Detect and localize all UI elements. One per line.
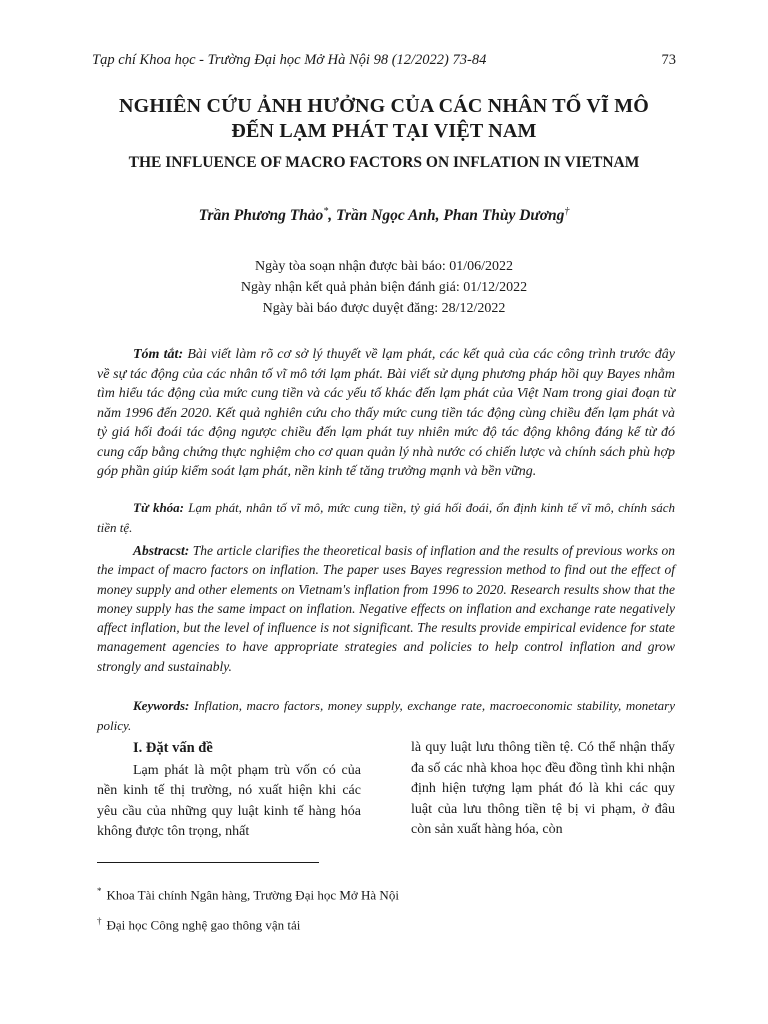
date-received: Ngày tòa soạn nhận được bài báo: 01/06/2022 — [255, 259, 513, 274]
keywords-vi-label: Từ khóa: — [133, 500, 185, 515]
abstract-vi-text: Bài viết làm rõ cơ sở lý thuyết về lạm phát, các kết quả của các công trình trước đây về sự tác động của các nhân tố vĩ mô tới lạm phát. Bài viết sử dụng phương pháp hồi quy Bayes nhằm tìm hiểu tác động của mức cung tiền và các yếu tố khác đến lạm phát của Việt Nam trong giai đoạn từ năm 1996 đến 2020. Kết quả nghiên cứu cho thấy mức cung tiền tác động cùng chiều đến lạm phát và tỷ giá hối đoái tác động ngược chiều đến lạm phát tuy nhiên mức độ tác động không đáng kể từ đó cung cấp bằng chứng thực nghiệm cho cơ quan quản lý nhà nước có chiến lược và chính sách phù hợp góp phần giúp kiểm soát lạm phát, nền kinh tế tăng trưởng mạnh và bền vững. — [97, 347, 676, 479]
keywords-english — [97, 696, 675, 735]
footnote-2 — [97, 908, 675, 938]
keywords-vietnamese — [97, 498, 675, 537]
body-column-left — [97, 738, 361, 843]
author-2: Trần Ngọc Anh — [336, 207, 436, 225]
footnote-1-text: Khoa Tài chính Ngân hàng, Trường Đại học Mở Hà Nội — [106, 887, 399, 903]
date-reviewed: Ngày nhận kết quả phản biện đánh giá: 01/12/2022 — [240, 280, 528, 295]
abstract-english — [97, 541, 675, 676]
keywords-vi-text: Lạm phát, nhân tố vĩ mô, mức cung tiền, tỷ giá hối đoái, ổn định kinh tế vĩ mô, chính sách tiền tệ. — [97, 500, 675, 535]
date-accepted: Ngày bài báo được duyệt đăng: 28/12/2022 — [262, 301, 506, 316]
section-heading: I. Đặt vấn đề — [133, 740, 213, 756]
body-paragraph: Lạm phát là một phạm trù vốn có của nền kinh tế thị trường, nó xuất hiện khi các yêu cầu của những quy luật kinh tế hàng hóa không được tôn trọng, nhất — [97, 762, 361, 839]
abstract-en-text: The article clarifies the theoretical basis of inflation and the results of previous works on the impact of macro factors on inflation. The paper uses Bayes regression method to find out the effect of money supply and other elements on Vietnam's inflation from 1996 to 2020. Research results show that the money supply has the same impact on inflation. Negative effects on inflation and exchange rate negatively affect inflation, but the level of influence is not significant. The results provide empirical evidence for state management agencies to have appropriate strategies and policies to help control inflation and grow strongly and sustainably. — [97, 543, 675, 674]
title-vi-line-2: ĐẾN LẠM PHÁT TẠI VIỆT NAM — [231, 120, 537, 142]
author-3: Phan Thùy Dương — [443, 207, 565, 225]
journal-citation: Tạp chí Khoa học - Trường Đại học Mở Hà Nội 98 (12/2022) 73-84 — [92, 52, 487, 68]
abstract-en-label: Abstracst: — [133, 543, 190, 558]
abstract-vi-label: Tóm tắt: — [133, 347, 184, 362]
author-separator: , — [435, 207, 444, 225]
author-separator: , — [328, 207, 337, 225]
footnote-divider — [97, 862, 319, 863]
title-english: THE INFLUENCE OF MACRO FACTORS ON INFLATION IN VIETNAM — [128, 154, 640, 171]
abstract-vietnamese — [97, 345, 675, 482]
page-number: 73 — [661, 52, 676, 68]
footnote-1-mark: * — [97, 886, 102, 896]
title-vi-line-1: NGHIÊN CỨU ẢNH HƯỞNG CỦA CÁC NHÂN TỐ VĨ MÔ — [118, 95, 650, 117]
author-3-footnote-mark: † — [564, 206, 570, 217]
footnotes — [97, 878, 675, 939]
keywords-en-text: Inflation, macro factors, money supply, exchange rate, macroeconomic stability, monetary policy. — [97, 698, 675, 733]
author-1: Trần Phương Thảo — [198, 207, 324, 225]
running-header — [92, 52, 676, 69]
footnote-2-mark: † — [97, 916, 102, 927]
body-column-right — [411, 738, 675, 841]
footnote-1 — [97, 878, 675, 908]
body-paragraph-continued: là quy luật lưu thông tiền tệ. Có thể nhận thấy đa số các nhà khoa học đều đồng tình khi nhận định hiện tượng lạm phát đó là khi các quy luật của lưu thông tiền tệ bị vi phạm, ở đâu còn sản xuất hàng hóa, còn — [411, 740, 675, 837]
keywords-en-label: Keywords: — [133, 698, 190, 713]
footnote-2-text: Đại học Công nghệ gao thông vận tải — [106, 917, 301, 933]
author-list — [60, 206, 708, 225]
title-vietnamese — [60, 94, 708, 144]
author-1-footnote-mark: * — [323, 206, 329, 217]
submission-dates — [60, 256, 708, 319]
